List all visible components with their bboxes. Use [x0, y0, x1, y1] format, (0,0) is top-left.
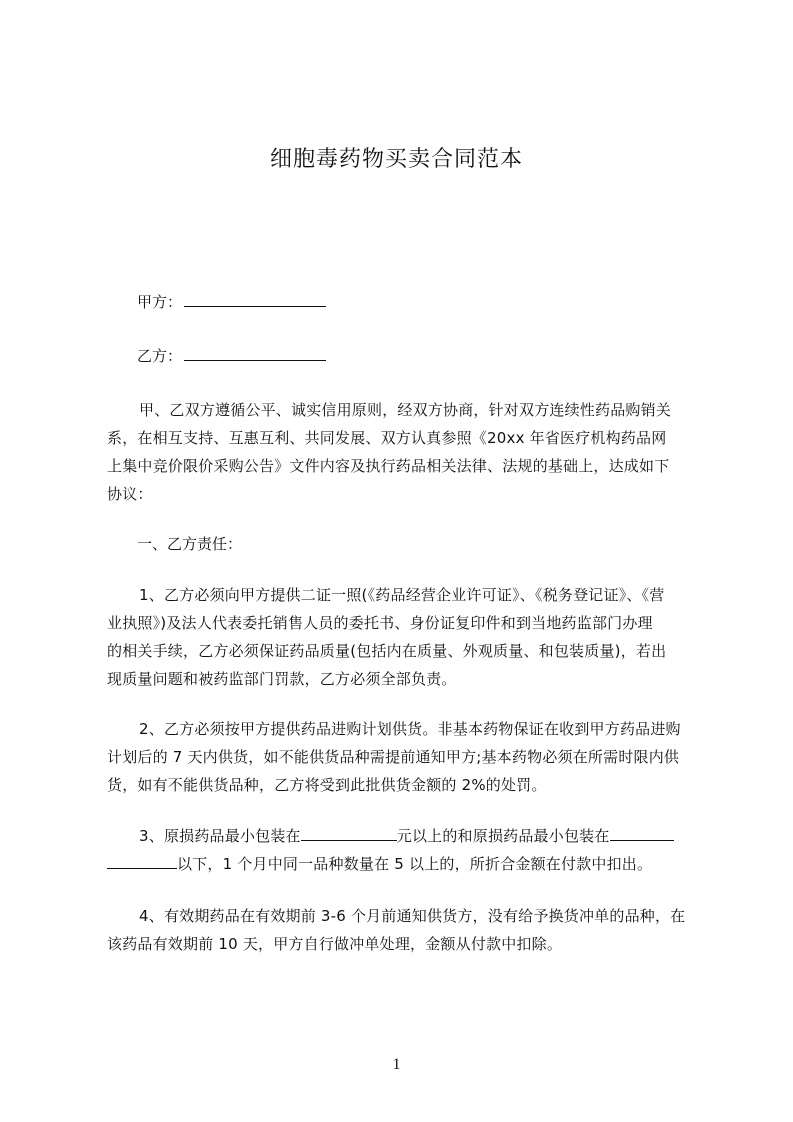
clause-3-part-2: 元以上的和原损药品最小包装在	[396, 827, 610, 845]
intro-line: 上集中竞价限价采购公告》文件内容及执行药品相关法律、法规的基础上，达成如下	[107, 457, 670, 475]
page-number: 1	[392, 1056, 401, 1073]
clause-line	[139, 825, 699, 846]
party-a-label: 甲方：	[137, 293, 183, 311]
clause-line: 该药品有效期前 10 天，甲方自行做冲单处理，金额从付款中扣除。	[107, 935, 563, 953]
clause-line: 的相关手续，乙方必须保证药品质量(包括内在质量、外观质量、和包装质量)，若出	[107, 642, 667, 660]
intro-line: 协议：	[107, 485, 153, 503]
clause-line: 业执照》)及法人代表委托销售人员的委托书、身份证复印件和到当地药监部门办理	[107, 614, 653, 632]
amount-blank-2-end	[107, 854, 177, 869]
party-b-blank	[184, 346, 326, 361]
clause-line: 1、乙方必须向甲方提供二证一照(《药品经营企业许可证》、《税务登记证》、《营	[139, 586, 665, 604]
clause-line	[107, 853, 699, 874]
amount-blank-2-start	[610, 826, 674, 841]
clause-line: 2、乙方必须按甲方提供药品进购计划供货。非基本药物保证在收到甲方药品进购	[139, 720, 681, 738]
party-a-field	[137, 291, 326, 312]
party-a-blank	[184, 292, 326, 307]
clause-line: 货，如有不能供货品种，乙方将受到此批供货金额的 2%的处罚。	[107, 776, 547, 794]
document-title: 细胞毒药物买卖合同范本	[269, 147, 523, 172]
clause-line: 4、有效期药品在有效期前 3-6 个月前通知供货方，没有给予换货冲单的品种，在	[139, 907, 686, 925]
section-heading: 一、乙方责任：	[137, 535, 243, 553]
clause-3-part-3: 以下，1 个月中同一品种数量在 5 以上的，所折合金额在付款中扣出。	[177, 855, 653, 873]
intro-line: 甲、乙双方遵循公平、诚实信用原则，经双方协商，针对双方连续性药品购销关	[139, 401, 672, 419]
clause-3-part-1: 3、原损药品最小包装在	[139, 827, 301, 845]
party-b-field	[137, 345, 326, 366]
amount-blank-1	[301, 826, 397, 841]
party-b-label: 乙方：	[137, 347, 183, 365]
clause-line: 现质量问题和被药监部门罚款，乙方必须全部负责。	[107, 670, 457, 688]
intro-line: 系，在相互支持、互惠互利、共同发展、双方认真参照《20xx 年省医疗机构药品网	[107, 429, 667, 447]
clause-line: 计划后的 7 天内供货，如不能供货品种需提前通知甲方;基本药物必须在所需时限内供	[107, 748, 680, 766]
